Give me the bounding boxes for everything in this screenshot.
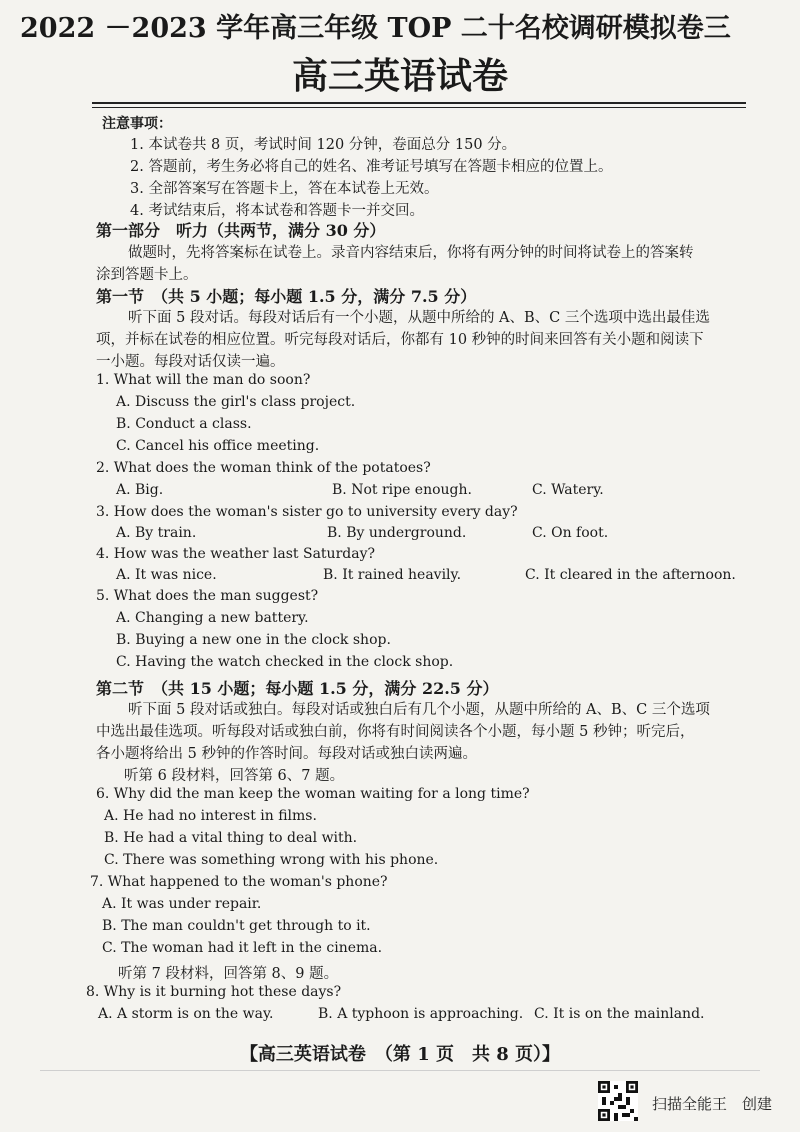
section2-heading: 第二节 （共 15 小题；每小题 1.5 分，满分 22.5 分） <box>96 679 499 698</box>
material-note: 听第 6 段材料，回答第 6、7 题。 <box>124 768 345 784</box>
question-stem: 2. What does the woman think of the potatoes? <box>96 460 431 476</box>
question-stem: 4. How was the weather last Saturday? <box>96 546 375 562</box>
question-stem: 3. How does the woman's sister go to university every day? <box>96 504 518 520</box>
section2-instructions: 听下面 5 段对话或独白。每段对话或独白后有几个小题，从题中所给的 A、B、C 三个选项 <box>128 702 710 718</box>
option-b: B. Not ripe enough. <box>332 482 472 498</box>
exam-subject-title: 高三英语试卷 <box>291 55 508 97</box>
notice-item: 2. 答题前，考生务必将自己的姓名、准考证号填写在答题卡相应的位置上。 <box>130 159 613 175</box>
option-b: B. A typhoon is approaching. <box>318 1006 524 1022</box>
material-note: 听第 7 段材料，回答第 8、9 题。 <box>118 966 339 982</box>
section1-heading: 第一节 （共 5 小题；每小题 1.5 分，满分 7.5 分） <box>96 287 477 306</box>
page-footer: 【高三英语试卷 （第 1 页 共 8 页）】 <box>239 1044 561 1065</box>
section1-instructions: 听下面 5 段对话。每段对话后有一个小题，从题中所给的 A、B、C 三个选项中选出最佳选 <box>128 310 710 326</box>
title-rule-thick <box>92 102 746 104</box>
option-a: A. A storm is on the way. <box>98 1006 274 1022</box>
option-a: A. Discuss the girl's class project. <box>116 394 356 410</box>
option-c: C. It cleared in the afternoon. <box>525 567 736 583</box>
option-c: C. Having the watch checked in the clock shop. <box>116 654 454 670</box>
option-c: C. Watery. <box>532 482 604 498</box>
section2-instructions: 各小题将给出 5 秒钟的作答时间。每段对话或独白读两遍。 <box>96 746 477 762</box>
question-stem: 8. Why is it burning hot these days? <box>86 984 342 1000</box>
question-stem: 7. What happened to the woman's phone? <box>90 874 388 890</box>
exam-title: 2022 －2023 学年高三年级 TOP 二十名校调研模拟卷三 <box>20 13 731 44</box>
qr-code-icon <box>598 1081 638 1121</box>
option-a: A. Changing a new battery. <box>116 610 309 626</box>
question-stem: 1. What will the man do soon? <box>96 372 311 388</box>
option-b: B. By underground. <box>327 525 467 541</box>
option-b: B. Conduct a class. <box>116 416 252 432</box>
option-c: C. On foot. <box>532 525 609 541</box>
option-a: A. Big. <box>116 482 164 498</box>
part1-heading: 第一部分 听力（共两节，满分 30 分） <box>96 221 386 240</box>
option-c: C. The woman had it left in the cinema. <box>102 940 383 956</box>
option-a: A. It was under repair. <box>102 896 262 912</box>
option-c: C. Cancel his office meeting. <box>116 438 320 454</box>
option-a: A. He had no interest in films. <box>104 808 317 824</box>
section1-instructions: 项，并标在试卷的相应位置。听完每段对话后，你都有 10 秒钟的时间来回答有关小题和阅读下 <box>96 332 704 348</box>
question-stem: 5. What does the man suggest? <box>96 588 319 604</box>
scanner-watermark: 扫描全能王 创建 <box>652 1095 773 1113</box>
title-rule-thin <box>92 107 746 108</box>
question-stem: 6. Why did the man keep the woman waiting for a long time? <box>96 786 530 802</box>
option-c: C. It is on the mainland. <box>534 1006 705 1022</box>
notice-item: 1. 本试卷共 8 页，考试时间 120 分钟，卷面总分 150 分。 <box>130 137 517 153</box>
option-a: A. By train. <box>116 525 197 541</box>
notice-item: 4. 考试结束后，将本试卷和答题卡一并交回。 <box>130 203 424 219</box>
part1-intro: 做题时，先将答案标在试卷上。录音内容结束后，你将有两分钟的时间将试卷上的答案转 <box>128 245 694 261</box>
part1-intro: 涂到答题卡上。 <box>96 267 198 283</box>
option-b: B. He had a vital thing to deal with. <box>104 830 358 846</box>
section1-instructions: 一小题。每段对话仅读一遍。 <box>96 354 285 370</box>
footer-divider <box>40 1070 760 1071</box>
section2-instructions: 中选出最佳选项。听每段对话或独白前，你将有时间阅读各个小题，每小题 5 秒钟；听完后， <box>96 724 695 740</box>
option-b: B. It rained heavily. <box>323 567 462 583</box>
notice-item: 3. 全部答案写在答题卡上，答在本试卷上无效。 <box>130 181 439 197</box>
option-c: C. There was something wrong with his phone. <box>104 852 439 868</box>
option-b: B. Buying a new one in the clock shop. <box>116 632 391 648</box>
option-a: A. It was nice. <box>116 567 217 583</box>
option-b: B. The man couldn't get through to it. <box>102 918 371 934</box>
notice-heading: 注意事项： <box>102 116 172 132</box>
